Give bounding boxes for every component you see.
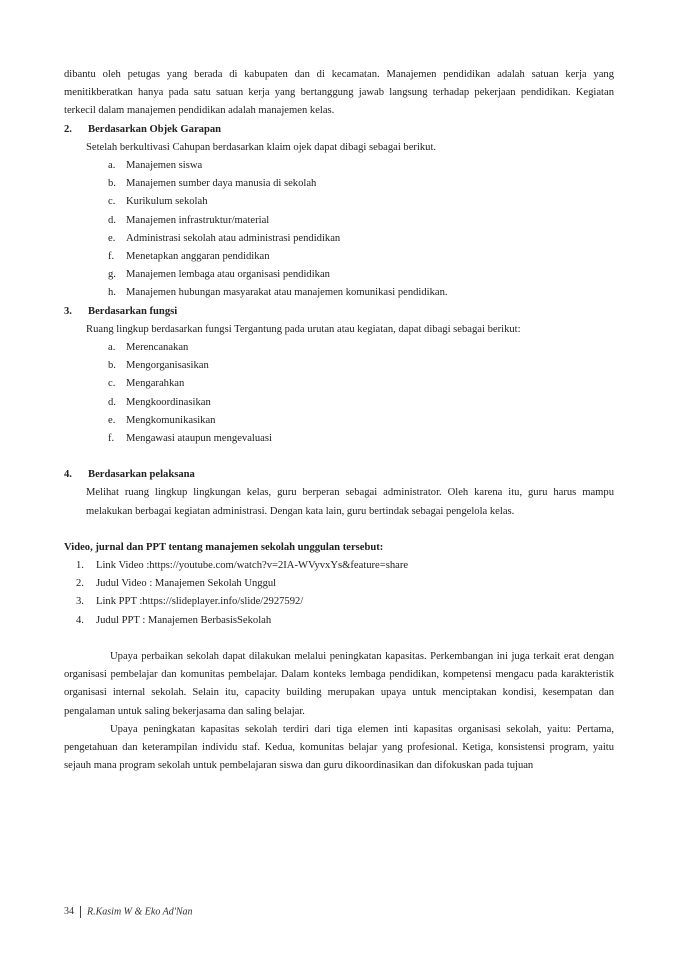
- list-item: [76, 575, 614, 593]
- section-2-list: [64, 157, 614, 303]
- list-marker: 1.: [76, 560, 84, 572]
- list-item-text: Manajemen lembaga atau organisasi pendidikan: [126, 269, 330, 281]
- page-footer: [64, 906, 193, 918]
- section-2-title: Berdasarkan Objek Garapan: [88, 123, 222, 135]
- list-item: [108, 394, 614, 412]
- paragraph-capacity-elements: Upaya peningkatan kapasitas sekolah terdiri dari tiga elemen inti kapasitas organisasi sekolah, yaitu: Pertama, pengetahuan dan keterampilan individu staf. Kedua, komunitas belajar yang profesional. Ketiga, konsistensi program, yaitu sejauh mana program sekolah untuk pembelajaran siswa dan guru dikoordinasikan dan difokuskan pada tujuan: [64, 723, 614, 772]
- resources-list: [64, 557, 614, 630]
- resources-title: Video, jurnal dan PPT tentang manajemen sekolah unggulan tersebut:: [64, 541, 384, 553]
- list-item-text: Manajemen hubungan masyarakat atau manajemen komunikasi pendidikan.: [126, 287, 448, 299]
- list-marker: 2.: [76, 578, 84, 590]
- list-item: [76, 557, 614, 575]
- spacer: [64, 448, 614, 466]
- list-item-text: Manajemen sumber daya manusia di sekolah: [126, 178, 317, 190]
- video-link-text: Link Video :https://youtube.com/watch?v=2IA-WVyvxYs&feature=share: [96, 560, 409, 572]
- section-3-title: Berdasarkan fungsi: [88, 305, 178, 317]
- footer-divider: [80, 906, 81, 918]
- section-3-heading: [64, 303, 614, 321]
- list-item: [108, 212, 614, 230]
- list-marker: a.: [108, 342, 116, 354]
- list-item: [108, 412, 614, 430]
- section-2-description: Setelah berkultivasi Cahupan berdasarkan klaim ojek dapat dibagi sebagai berikut.: [86, 141, 437, 153]
- list-marker: c.: [108, 378, 116, 390]
- list-item: [108, 248, 614, 266]
- section-4-heading: [64, 466, 614, 484]
- section-3-number: 3.: [64, 305, 72, 317]
- list-item: [108, 157, 614, 175]
- ppt-title-text: Judul PPT : Manajemen BerbasisSekolah: [96, 614, 272, 626]
- list-item: [76, 612, 614, 630]
- list-item-text: Mengarahkan: [126, 378, 185, 390]
- list-item-text: Kurikulum sekolah: [126, 196, 208, 208]
- footer-authors: R.Kasim W & Eko Ad'Nan: [87, 906, 193, 918]
- section-2-number: 2.: [64, 123, 72, 135]
- section-2-heading: [64, 121, 614, 139]
- list-marker: c.: [108, 196, 116, 208]
- video-title-text: Judul Video : Manajemen Sekolah Unggul: [96, 578, 277, 590]
- paragraph-capacity-building: Upaya perbaikan sekolah dapat dilakukan melalui peningkatan kapasitas. Perkembangan ini juga terkait erat dengan organisasi pembelajar dan komunitas pembelajar. Dalam konteks lembaga pendidikan, kompetensi mengacu pada karakteristik organisasi internal sekolah. Selain itu, capacity building merupakan upaya untuk menciptakan kondisi, kesempatan dan pengalaman untuk saling bekerjasama dan saling belajar.: [64, 650, 614, 717]
- list-item: [108, 375, 614, 393]
- page-number: 34: [64, 906, 74, 918]
- list-item: [108, 266, 614, 284]
- list-item: [108, 175, 614, 193]
- list-item-text: Merencanakan: [126, 342, 189, 354]
- list-marker: d.: [108, 214, 116, 226]
- list-item-text: Mengkomunikasikan: [126, 414, 216, 426]
- list-marker: g.: [108, 269, 116, 281]
- intro-paragraph: dibantu oleh petugas yang berada di kabupaten dan di kecamatan. Manajemen pendidikan adalah satuan kerja yang menitikberatkan hanya pada satu satuan kerja yang bertanggung jawab langsung terhadap pekerjaan pendidikan. Kegiatan terkecil dalam manajemen pendidikan adalah manajemen kelas.: [64, 69, 614, 117]
- list-marker: h.: [108, 287, 116, 299]
- list-item: [108, 284, 614, 302]
- list-marker: d.: [108, 396, 116, 408]
- section-4-title: Berdasarkan pelaksana: [88, 469, 195, 481]
- list-item: [108, 430, 614, 448]
- list-item: [108, 193, 614, 211]
- section-3-list: [64, 339, 614, 448]
- list-marker: 3.: [76, 596, 84, 608]
- spacer: [64, 521, 614, 539]
- section-3-description: Ruang lingkup berdasarkan fungsi Tergantung pada urutan atau kegiatan, dapat dibagi sebagai berikut:: [86, 323, 521, 335]
- ppt-link-text: Link PPT :https://slideplayer.info/slide/2927592/: [96, 596, 304, 608]
- list-item-text: Manajemen siswa: [126, 160, 203, 172]
- list-item-text: Manajemen infrastruktur/material: [126, 214, 270, 226]
- list-item: [108, 339, 614, 357]
- list-marker: b.: [108, 360, 116, 372]
- list-marker: e.: [108, 414, 116, 426]
- page-content: [64, 66, 614, 775]
- list-item: [108, 357, 614, 375]
- section-4-description: Melihat ruang lingkup lingkungan kelas, guru berperan sebagai administrator. Oleh karena itu, guru harus mampu melakukan berbagai kegiatan administrasi. Dengan kata lain, guru bertindak sebagai pengelola kelas.: [86, 487, 614, 517]
- list-marker: f.: [108, 433, 115, 445]
- list-item-text: Mengorganisasikan: [126, 360, 209, 372]
- list-item: [76, 593, 614, 611]
- list-marker: b.: [108, 178, 116, 190]
- list-item-text: Menetapkan anggaran pendidikan: [126, 251, 270, 263]
- list-marker: f.: [108, 251, 115, 263]
- list-item-text: Mengawasi ataupun mengevaluasi: [126, 433, 272, 445]
- list-item-text: Administrasi sekolah atau administrasi pendidikan: [126, 232, 341, 244]
- spacer: [64, 630, 614, 648]
- list-marker: a.: [108, 160, 116, 172]
- list-item-text: Mengkoordinasikan: [126, 396, 211, 408]
- list-marker: 4.: [76, 614, 84, 626]
- list-marker: e.: [108, 232, 116, 244]
- section-4-number: 4.: [64, 469, 72, 481]
- list-item: [108, 230, 614, 248]
